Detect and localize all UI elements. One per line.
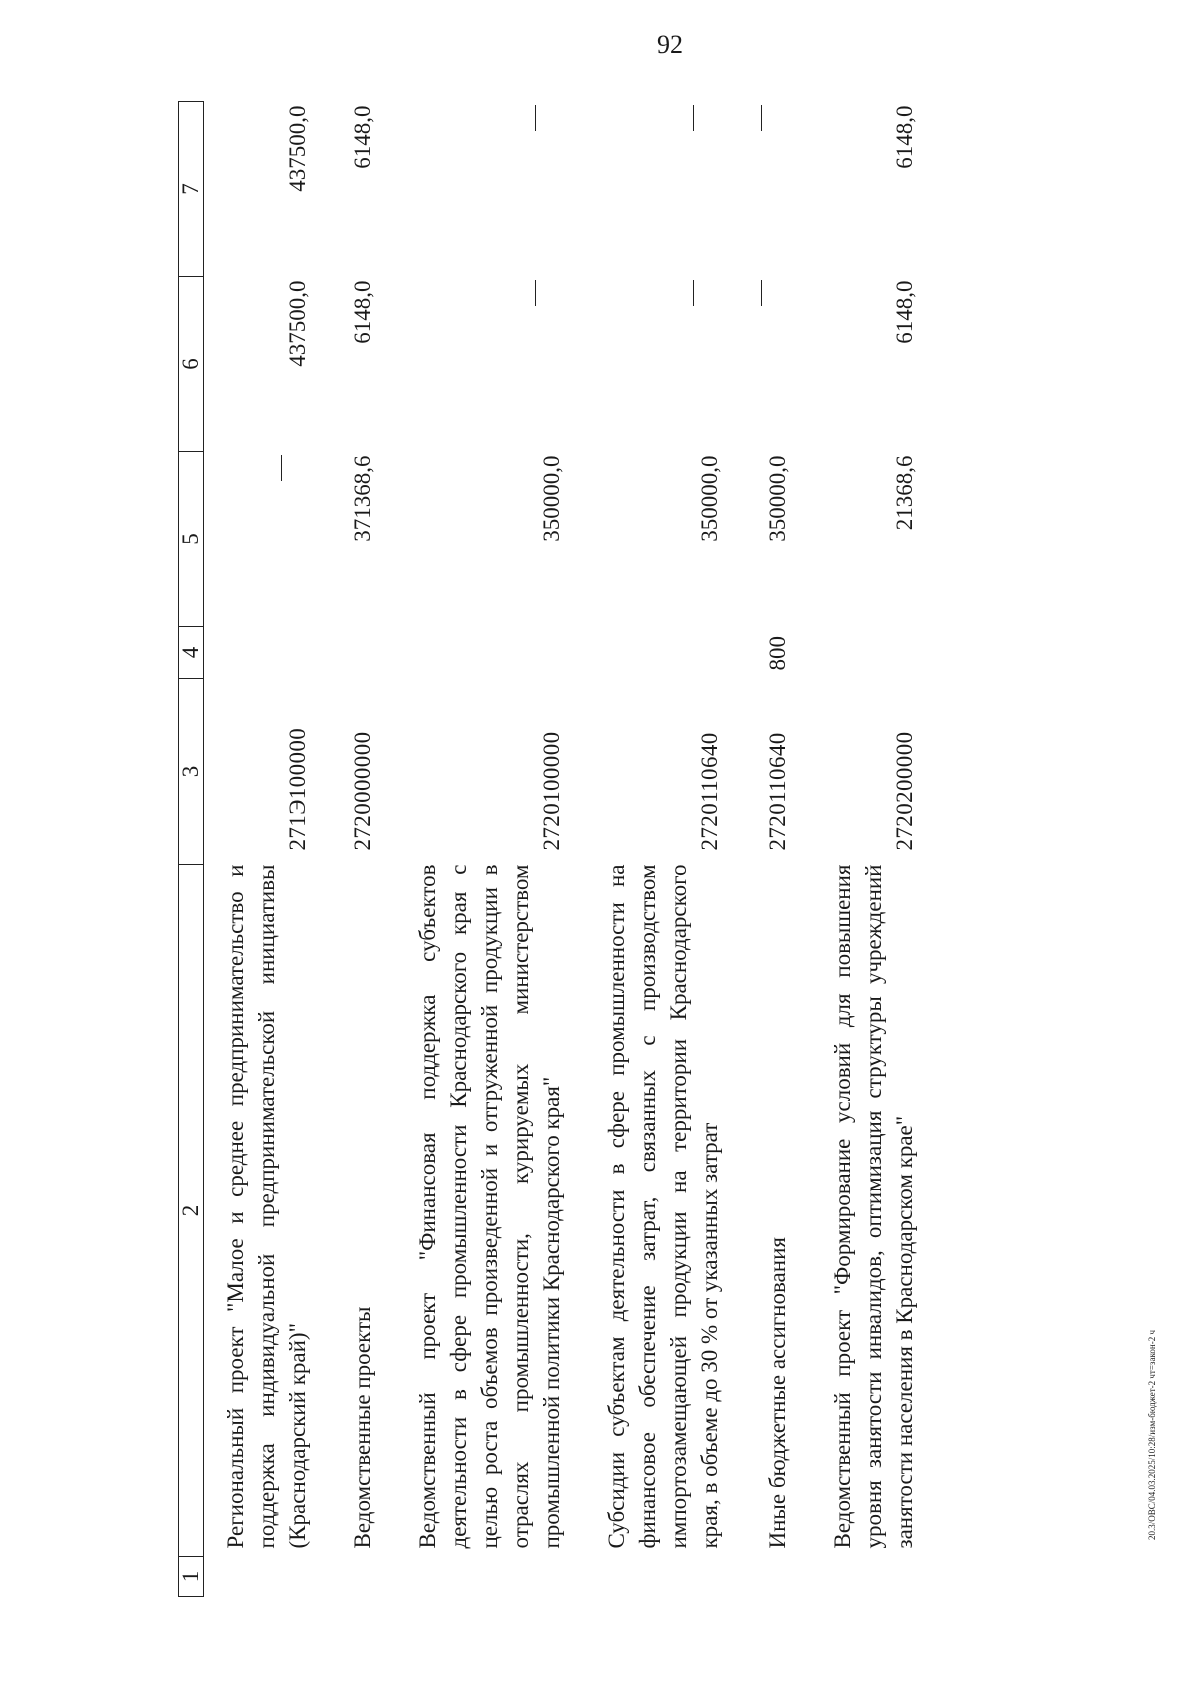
empty-dash bbox=[693, 106, 725, 132]
row-expense-type bbox=[412, 627, 571, 679]
column-header: 1 bbox=[179, 1557, 204, 1597]
row-code: 271Э100000 bbox=[285, 727, 310, 851]
row-expense-type bbox=[827, 627, 924, 679]
empty-dash bbox=[693, 281, 725, 307]
budget-table bbox=[178, 101, 924, 1597]
row-name: Ведомственный проект "Финансовая поддержка субъектов деятельности в сфере промышленности Краснодарского края с целью роста объемов произведенной и отгруженной продукции в отраслях промышленности, курируемых министерством промышленной политики Краснодарского края" bbox=[415, 864, 564, 1549]
empty-dash bbox=[761, 281, 793, 307]
row-value-col5 bbox=[220, 452, 317, 627]
row-value-col5: 350000,0 bbox=[539, 455, 564, 542]
column-header: 7 bbox=[179, 102, 204, 277]
row-value-col6 bbox=[412, 277, 571, 452]
document-footer-code: 20.3/ОВС/04.03.2025/10:28/изм-бюджет-2 чт=закон-2 ч bbox=[1147, 1330, 1157, 1540]
row-code: 2720110640 bbox=[697, 732, 722, 851]
row-value-col6 bbox=[759, 277, 797, 452]
column-header: 5 bbox=[179, 452, 204, 627]
column-header: 4 bbox=[179, 627, 204, 679]
row-expense-type: 800 bbox=[764, 636, 790, 671]
row-expense-type bbox=[220, 627, 317, 679]
row-code: 2720000000 bbox=[350, 731, 375, 851]
row-name: Иные бюджетные ассигнования bbox=[764, 1237, 790, 1549]
row-value-col7: 6148,0 bbox=[891, 105, 917, 169]
rotated-table-container bbox=[178, 102, 1138, 1597]
row-value-col7 bbox=[412, 102, 571, 277]
row-value-col7 bbox=[601, 102, 729, 277]
row-code: 2720200000 bbox=[891, 731, 917, 851]
row-value-col6 bbox=[601, 277, 729, 452]
column-header: 3 bbox=[179, 679, 204, 865]
column-header: 6 bbox=[179, 277, 204, 452]
table-row bbox=[347, 102, 382, 1597]
column-header: 2 bbox=[179, 865, 204, 1557]
empty-dash bbox=[535, 106, 567, 132]
row-name: Ведомственный проект "Формирование условий для повышения уровня занятости инвалидов, оптимизация структуры учреждений занятости населения в Краснодарском крае" bbox=[829, 864, 917, 1549]
empty-dash bbox=[761, 106, 793, 132]
row-value-col5: 21368,6 bbox=[891, 455, 917, 531]
row-name: Региональный проект "Малое и среднее предпринимательство и поддержка индивидуальной предпринимательской инициативы (Краснодарский край)" bbox=[223, 864, 310, 1549]
table-row bbox=[220, 102, 317, 1597]
empty-dash bbox=[281, 456, 313, 482]
row-value-col6: 6148,0 bbox=[350, 280, 375, 344]
table-header-row bbox=[179, 102, 204, 1597]
row-value-col7 bbox=[759, 102, 797, 277]
row-expense-type bbox=[347, 627, 382, 679]
row-value-col5: 350000,0 bbox=[697, 455, 722, 542]
row-value-col6: 6148,0 bbox=[891, 280, 917, 344]
table-row bbox=[827, 102, 924, 1597]
row-value-col5: 371368,6 bbox=[350, 455, 375, 542]
row-name: Субсидии субъектам деятельности в сфере промышленности на финансовое обеспечение затрат, связанных с производством импортозамещающей продукции на территории Краснодарского края, в объеме до 30 % от указанных затрат bbox=[604, 864, 722, 1549]
page-number: 92 bbox=[657, 30, 683, 59]
row-expense-type bbox=[601, 627, 729, 679]
table-row bbox=[601, 102, 729, 1597]
table-row bbox=[412, 102, 571, 1597]
row-value-col7: 6148,0 bbox=[350, 105, 375, 169]
row-value-col6: 437500,0 bbox=[285, 280, 310, 367]
row-code: 2720100000 bbox=[539, 731, 564, 851]
row-value-col5: 350000,0 bbox=[764, 455, 790, 542]
row-name: Ведомственные проекты bbox=[350, 1306, 375, 1549]
row-value-col7: 437500,0 bbox=[285, 105, 310, 192]
table-row bbox=[759, 102, 797, 1597]
empty-dash bbox=[535, 281, 567, 307]
row-code: 2720110640 bbox=[764, 732, 790, 851]
